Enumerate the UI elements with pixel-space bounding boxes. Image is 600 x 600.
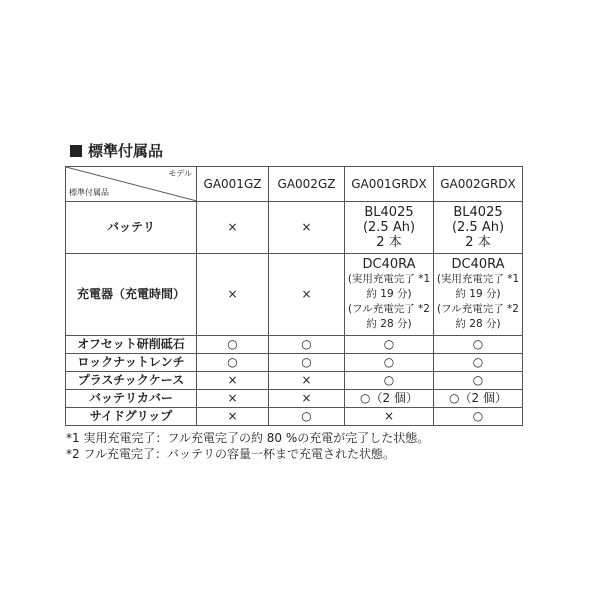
- table-row-battery: [66, 202, 523, 254]
- footnotes: [66, 430, 429, 462]
- table-cell: ×: [345, 408, 434, 426]
- table-cell: ○（2 個）: [345, 390, 434, 408]
- battery-count: 2 本: [376, 235, 402, 250]
- table-row: [66, 354, 523, 372]
- table-cell-battery: [434, 202, 523, 254]
- table-row: [66, 372, 523, 390]
- charger-practical-label: (実用充電完了 *1: [347, 273, 431, 285]
- charger-practical-time: 約 19 分): [455, 288, 501, 300]
- row-label: サイドグリップ: [66, 408, 197, 426]
- table-row: [66, 336, 523, 354]
- square-bullet-icon: [70, 145, 82, 157]
- row-label: 充電器（充電時間）: [66, 254, 197, 336]
- charger-model: DC40RA: [362, 257, 416, 272]
- table-cell-charger: [345, 254, 434, 336]
- battery-capacity: (2.5 Ah): [362, 220, 416, 235]
- table-cell: ×: [269, 390, 345, 408]
- charger-practical-label: (実用充電完了 *1: [436, 273, 520, 285]
- section-title-text: 標準付属品: [88, 142, 164, 160]
- charger-practical-time: 約 19 分): [366, 288, 412, 300]
- table-header-row: [66, 167, 523, 202]
- battery-count: 2 本: [465, 235, 491, 250]
- table-row-charger: [66, 254, 523, 336]
- model-header: GA002GZ: [269, 167, 345, 202]
- table-cell: ×: [197, 408, 269, 426]
- row-label: ロックナットレンチ: [66, 354, 197, 372]
- table-row: [66, 390, 523, 408]
- battery-capacity: (2.5 Ah): [451, 220, 505, 235]
- table-cell: ○: [434, 408, 523, 426]
- battery-model: BL4025: [364, 205, 414, 220]
- charger-full-label: (フル充電完了 *2: [437, 303, 519, 315]
- row-label: バッテリカバー: [66, 390, 197, 408]
- footnote: *2 フル充電完了：バッテリの容量一杯まで充電された状態。: [66, 447, 395, 461]
- table-cell: ○: [269, 336, 345, 354]
- table-cell: ○: [269, 354, 345, 372]
- table-cell: ○: [345, 372, 434, 390]
- table-cell-battery: [345, 202, 434, 254]
- table-cell: ○: [345, 354, 434, 372]
- model-header: GA001GZ: [197, 167, 269, 202]
- table-cell-charger: [434, 254, 523, 336]
- header-item-label: 標準付属品: [69, 188, 109, 197]
- battery-model: BL4025: [453, 205, 503, 220]
- table-cell: ○: [434, 354, 523, 372]
- model-header: GA001GRDX: [345, 167, 434, 202]
- table-cell: ○: [269, 408, 345, 426]
- table-cell: ×: [197, 372, 269, 390]
- row-label: プラスチックケース: [66, 372, 197, 390]
- table-cell: ○: [345, 336, 434, 354]
- table-cell: ○: [434, 336, 523, 354]
- charger-full-time: 約 28 分): [366, 318, 412, 330]
- table-cell: ×: [197, 390, 269, 408]
- table-cell: ×: [197, 202, 269, 254]
- row-label: バッテリ: [66, 202, 197, 254]
- accessories-table: [65, 166, 523, 426]
- model-header: GA002GRDX: [434, 167, 523, 202]
- table-cell: ○（2 個）: [434, 390, 523, 408]
- table-cell: ×: [197, 254, 269, 336]
- table-cell: ×: [269, 372, 345, 390]
- row-label: オフセット研削砥石: [66, 336, 197, 354]
- table-cell: ×: [269, 202, 345, 254]
- table-cell: ○: [197, 336, 269, 354]
- table-cell: ○: [434, 372, 523, 390]
- table-corner-cell: [66, 167, 197, 202]
- section-title: [70, 140, 163, 161]
- header-model-label: モデル: [168, 169, 192, 178]
- charger-full-time: 約 28 分): [455, 318, 501, 330]
- table-cell: ○: [197, 354, 269, 372]
- table-cell: ×: [269, 254, 345, 336]
- charger-model: DC40RA: [451, 257, 505, 272]
- charger-full-label: (フル充電完了 *2: [348, 303, 430, 315]
- table-row: [66, 408, 523, 426]
- footnote: *1 実用充電完了：フル充電完了の約 80 %の充電が完了した状態。: [66, 431, 430, 445]
